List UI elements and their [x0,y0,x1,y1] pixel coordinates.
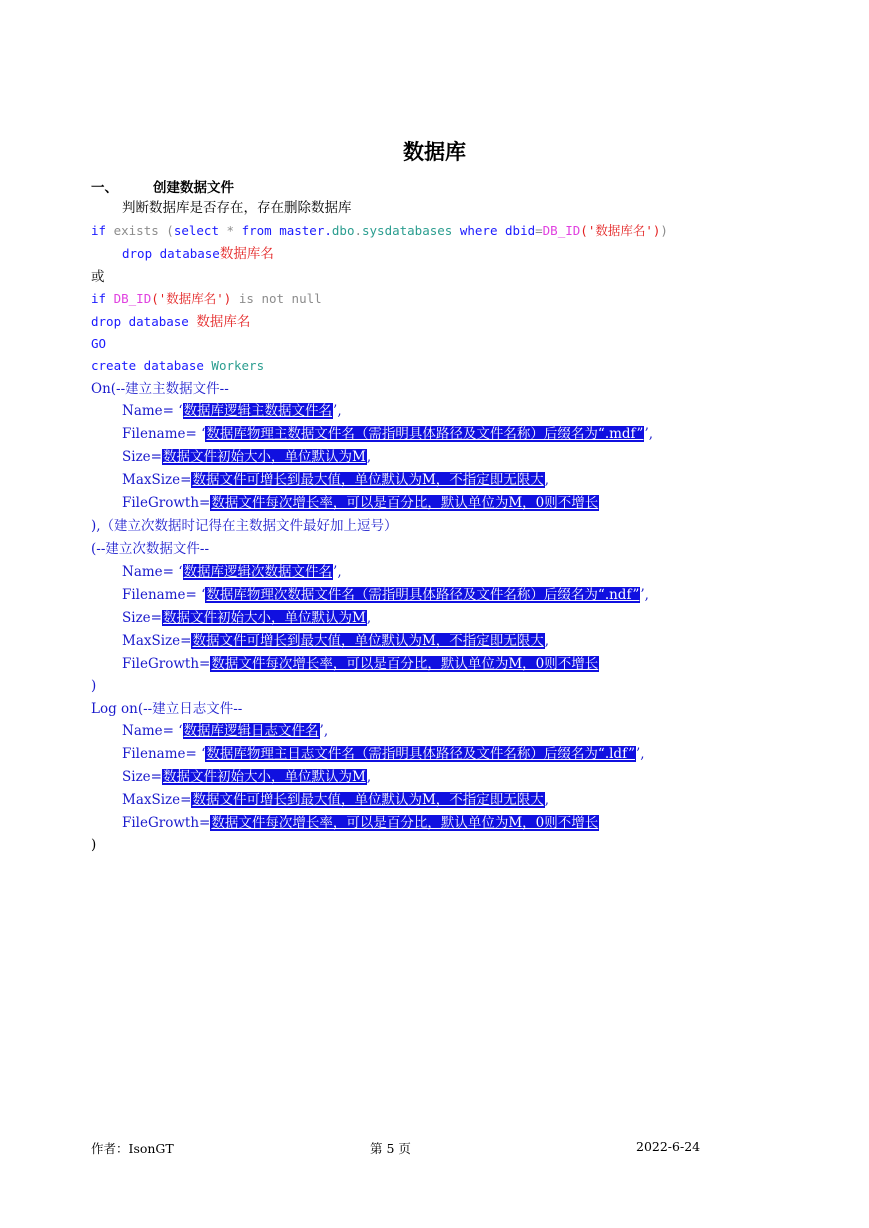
kw-where: where [459,223,498,238]
size-end: , [366,769,372,785]
filename-label: Filename= ‘ [122,587,206,603]
name-end: ’, [319,723,329,739]
growth-label: FileGrowth= [122,495,211,511]
name-value: 数据库逻辑次数据文件名 [183,564,333,580]
size-label: Size= [122,610,162,626]
growth-label: FileGrowth= [122,656,211,672]
primary-name-line [122,402,342,420]
filename-label: Filename= ‘ [122,426,206,442]
kw-from: from [241,223,272,238]
maxsize-label: MaxSize= [122,633,192,649]
size-value: 数据文件初始大小，单位默认为M [162,769,366,785]
secondary-line [91,540,209,558]
on-prefix: On( [91,381,117,397]
log-comment: --建立日志文件-- [143,701,243,717]
log-name-line [122,722,328,740]
db-name: Workers [211,358,265,373]
page-title: 数据库 [403,140,466,164]
size-value: 数据文件初始大小，单位默认为M [162,449,366,465]
code-line-drop-2 [91,313,250,331]
footer-author: 作者：IsonGT [91,1141,174,1156]
dbid-col: dbid [505,223,536,238]
close-log: ) [91,837,97,853]
intro-text: 判断数据库是否存在，存在删除数据库 [122,200,352,216]
maxsize-value: 数据文件可增长到最大值，单位默认为M，不指定即无限大 [192,633,544,649]
log-growth-line [122,814,599,832]
footer-page-number: 第 5 页 [370,1141,411,1156]
filename-value: 数据库物理次数据文件名（需指明具体路径及文件名称）后缀名为“.ndf” [206,587,640,603]
code-line-create [91,357,264,375]
section-number: 一、 [91,180,118,196]
filename-end: ’, [635,746,645,762]
dot: . [354,223,362,238]
name-label: Name= ‘ [122,564,183,580]
kw-select: select [173,223,219,238]
filename-end: ’, [644,426,654,442]
star: * [226,223,235,238]
maxsize-label: MaxSize= [122,792,192,808]
sysdatabases-ref: sysdatabases [362,223,453,238]
filename-label: Filename= ‘ [122,746,206,762]
code-line-if-exists [91,222,668,240]
log-line [91,700,242,718]
primary-maxsize-line [122,471,549,489]
log-size-line [122,768,371,786]
kw-drop-database: drop database [91,314,189,329]
secondary-size-line [122,609,371,627]
on-line [91,380,229,398]
section-title: 创建数据文件 [153,180,234,196]
name-end: ’, [333,564,342,580]
on-comment: --建立主数据文件-- [116,381,229,397]
eq: = [535,223,543,238]
maxsize-end: , [544,633,550,649]
primary-size-line [122,448,371,466]
name-label: Name= ‘ [122,403,183,419]
dbid-fn: DB_ID [542,223,581,238]
growth-value: 数据文件每次增长率，可以是百分比，默认单位为M，0则不增长 [211,656,599,672]
size-label: Size= [122,449,162,465]
kw-if: if [91,291,107,306]
log-prefix: Log on( [91,701,144,717]
name-end: ’, [333,403,342,419]
size-label: Size= [122,769,162,785]
maxsize-end: , [544,472,550,488]
code-line-drop [122,245,274,263]
db-name-placeholder: 数据库名 [219,246,274,262]
close-primary: ),（建立次数据时记得在主数据文件最好加上逗号） [91,518,398,534]
sec-prefix: ( [91,541,97,557]
log-filename-line [122,745,645,763]
growth-value: 数据文件每次增长率，可以是百分比，默认单位为M，0则不增长 [211,495,599,511]
secondary-name-line [122,563,342,581]
dbid-arg: ('数据库名') [580,223,661,238]
kw-if: if [91,223,107,238]
is-not-null: is not null [238,291,322,306]
code-go: GO [91,336,107,351]
name-label: Name= ‘ [122,723,183,739]
size-value: 数据文件初始大小，单位默认为M [162,610,366,626]
paren-close: ) [660,223,668,238]
or-text: 或 [91,269,105,285]
filename-value: 数据库物理主数据文件名（需指明具体路径及文件名称）后缀名为“.mdf” [206,426,644,442]
maxsize-value: 数据文件可增长到最大值，单位默认为M，不指定即无限大 [192,792,544,808]
kw-create-database: create database [91,358,204,373]
code-line-if-dbid [91,290,322,308]
dbid-fn: DB_ID [113,291,152,306]
secondary-growth-line [122,655,599,673]
secondary-filename-line [122,586,649,604]
size-end: , [366,610,372,626]
master-ref: master. [279,223,332,238]
filename-end: ’, [640,587,649,603]
filename-value: 数据库物理主日志文件名（需指明具体路径及文件名称）后缀名为“.ldf” [206,746,635,762]
dbo-ref: dbo [331,223,355,238]
db-name-placeholder: 数据库名 [196,314,251,330]
primary-growth-line [122,494,599,512]
log-maxsize-line [122,791,549,809]
kw-drop-database: drop database [122,246,220,261]
secondary-maxsize-line [122,632,549,650]
footer-date: 2022-6-24 [636,1139,701,1154]
name-value: 数据库逻辑主数据文件名 [183,403,333,419]
kw-exists: exists [113,223,159,238]
size-end: , [366,449,372,465]
primary-filename-line [122,425,653,443]
sec-comment: --建立次数据文件-- [96,541,210,557]
dbid-arg: ('数据库名') [151,291,232,306]
growth-value: 数据文件每次增长率，可以是百分比，默认单位为M，0则不增长 [211,815,599,831]
section-heading [91,176,234,196]
name-value: 数据库逻辑日志文件名 [183,723,319,739]
paren-open: ( [166,223,174,238]
close-secondary: ) [91,678,97,694]
maxsize-value: 数据文件可增长到最大值，单位默认为M，不指定即无限大 [192,472,544,488]
maxsize-end: , [544,792,550,808]
maxsize-label: MaxSize= [122,472,192,488]
growth-label: FileGrowth= [122,815,211,831]
